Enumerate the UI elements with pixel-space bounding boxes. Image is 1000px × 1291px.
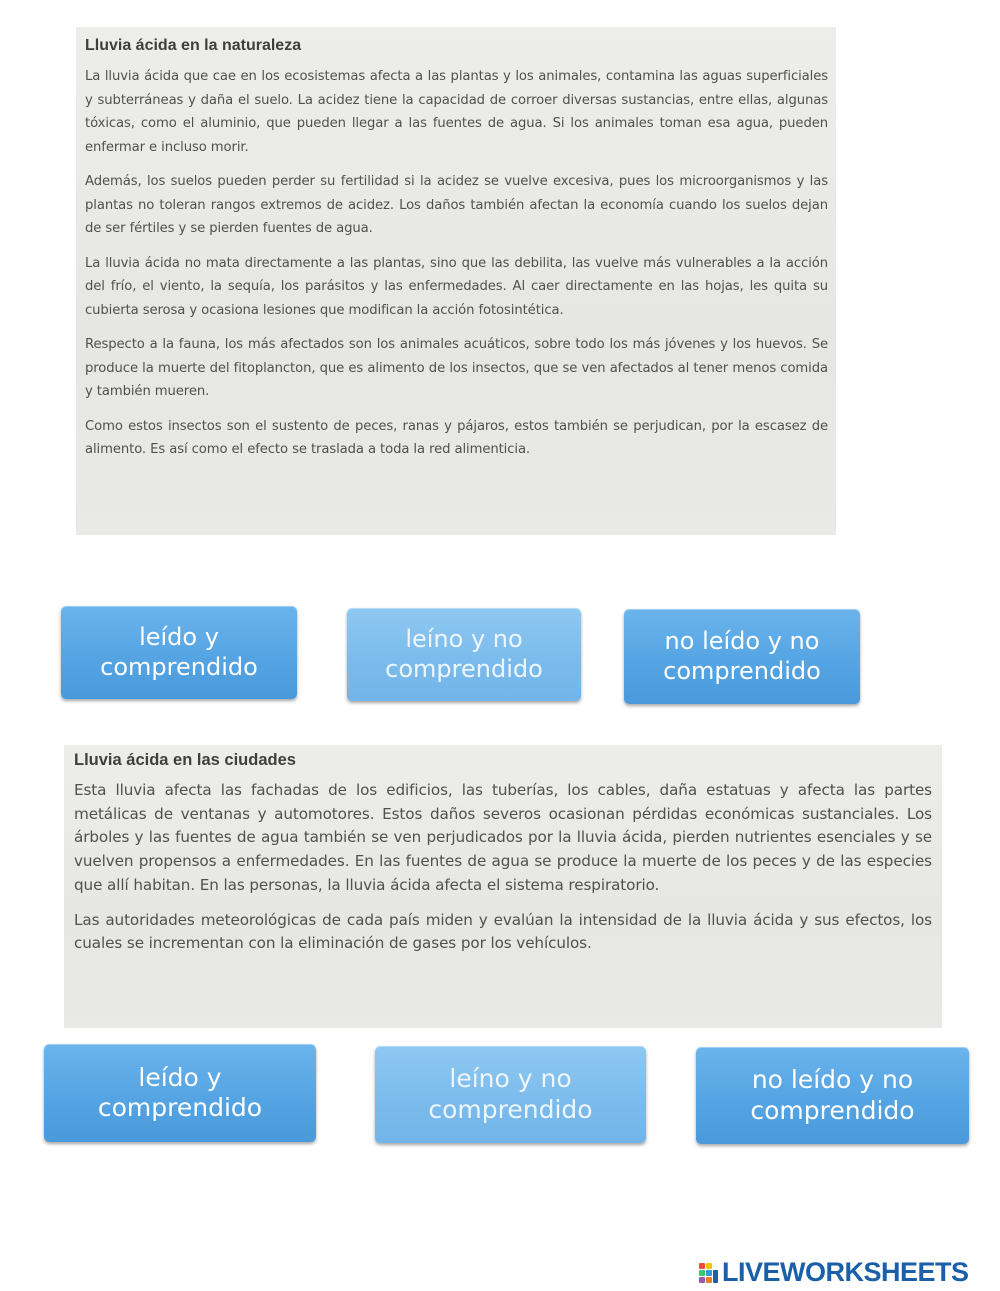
reading-passage-nature <box>76 27 836 535</box>
option-not-read-not-understood-1[interactable] <box>624 609 860 704</box>
paragraph: Como estos insectos son el sustento de peces, ranas y pájaros, estos también se perjudican, por la escasez de alimento. Es así como el efecto se traslada a toda la red alimenticia. <box>85 418 828 457</box>
logo-grid-icon <box>699 1261 719 1283</box>
reading-passage-cities <box>64 745 942 1028</box>
liveworksheets-logo <box>699 1258 969 1286</box>
option-read-understood-1[interactable] <box>61 606 297 699</box>
option-not-read-not-understood-2[interactable] <box>696 1047 969 1144</box>
option-label: leído y comprendido <box>97 1062 263 1122</box>
option-read-not-understood-2[interactable] <box>375 1046 646 1143</box>
option-label: leído y comprendido <box>100 623 258 681</box>
paragraph: La lluvia ácida no mata directamente a las plantas, sino que las debilita, las vuelve más vulnerables a la acción del frío, el viento, la sequía, los parásitos y las enfermedades. Al caer directamente en las hojas, les quita su cubierta serosa y ocasiona lesiones que modifican la acción fotosintética. <box>85 255 828 318</box>
option-label: leíno y no comprendido <box>428 1064 593 1124</box>
paragraph: Esta lluvia afecta las fachadas de los edificios, las tuberías, los cables, daña estatuas y afecta las partes metálicas de ventanas y automotores. Estos daños severos ocasionan pérdidas económicas sustanciales. Los árboles y las fuentes de agua también se ven perjudicados por la lluvia ácida, pierden nutrientes esenciales y se vuelven propensos a enfermedades. En las fuentes de agua se produce la muerte de los peces y de las especies que allí habitan. En las personas, la lluvia ácida afecta el sistema respiratorio. <box>74 781 932 894</box>
paragraph: Además, los suelos pueden perder su fertilidad si la acidez se vuelve excesiva, pues los microorganismos y las plantas no toleran rangos extremos de acidez. Los daños también afectan la economía cuando los suelos dejan de ser fértiles y se pierden fuentes de agua. <box>85 174 828 236</box>
option-read-understood-2[interactable] <box>44 1044 316 1142</box>
option-label: no leído y no comprendido <box>663 627 821 685</box>
brand-name: LIVEWORKSHEETS <box>722 1256 969 1287</box>
option-read-not-understood-1[interactable] <box>347 608 581 701</box>
section-title-cities: Lluvia ácida en las ciudades <box>74 751 296 769</box>
paragraph: Respecto a la fauna, los más afectados son los animales acuáticos, sobre todo los más jóvenes y los huevos. Se produce la muerte del fitoplancton, que es alimento de los insectos, que se ven afectados al tener menos comida y también mueren. <box>85 337 828 399</box>
paragraph: La lluvia ácida que cae en los ecosistemas afecta a las plantas y los animales, contamina las aguas superficiales y subterráneas y daña el suelo. La acidez tiene la capacidad de corroer diversas sustancias, entre ellas, algunas tóxicas, como el aluminio, que pueden llegar a las fuentes de agua. Si los animales toman esa agua, pueden enfermar e incluso morir. <box>85 69 828 155</box>
option-label: no leído y no comprendido <box>750 1065 915 1125</box>
section-title-nature: Lluvia ácida en la naturaleza <box>85 37 302 54</box>
option-label: leíno y no comprendido <box>385 625 543 683</box>
paragraph: Las autoridades meteorológicas de cada país miden y evalúan la intensidad de la lluvia ácida y sus efectos, los cuales se incrementan con la eliminación de gases por los vehículos. <box>74 910 932 953</box>
